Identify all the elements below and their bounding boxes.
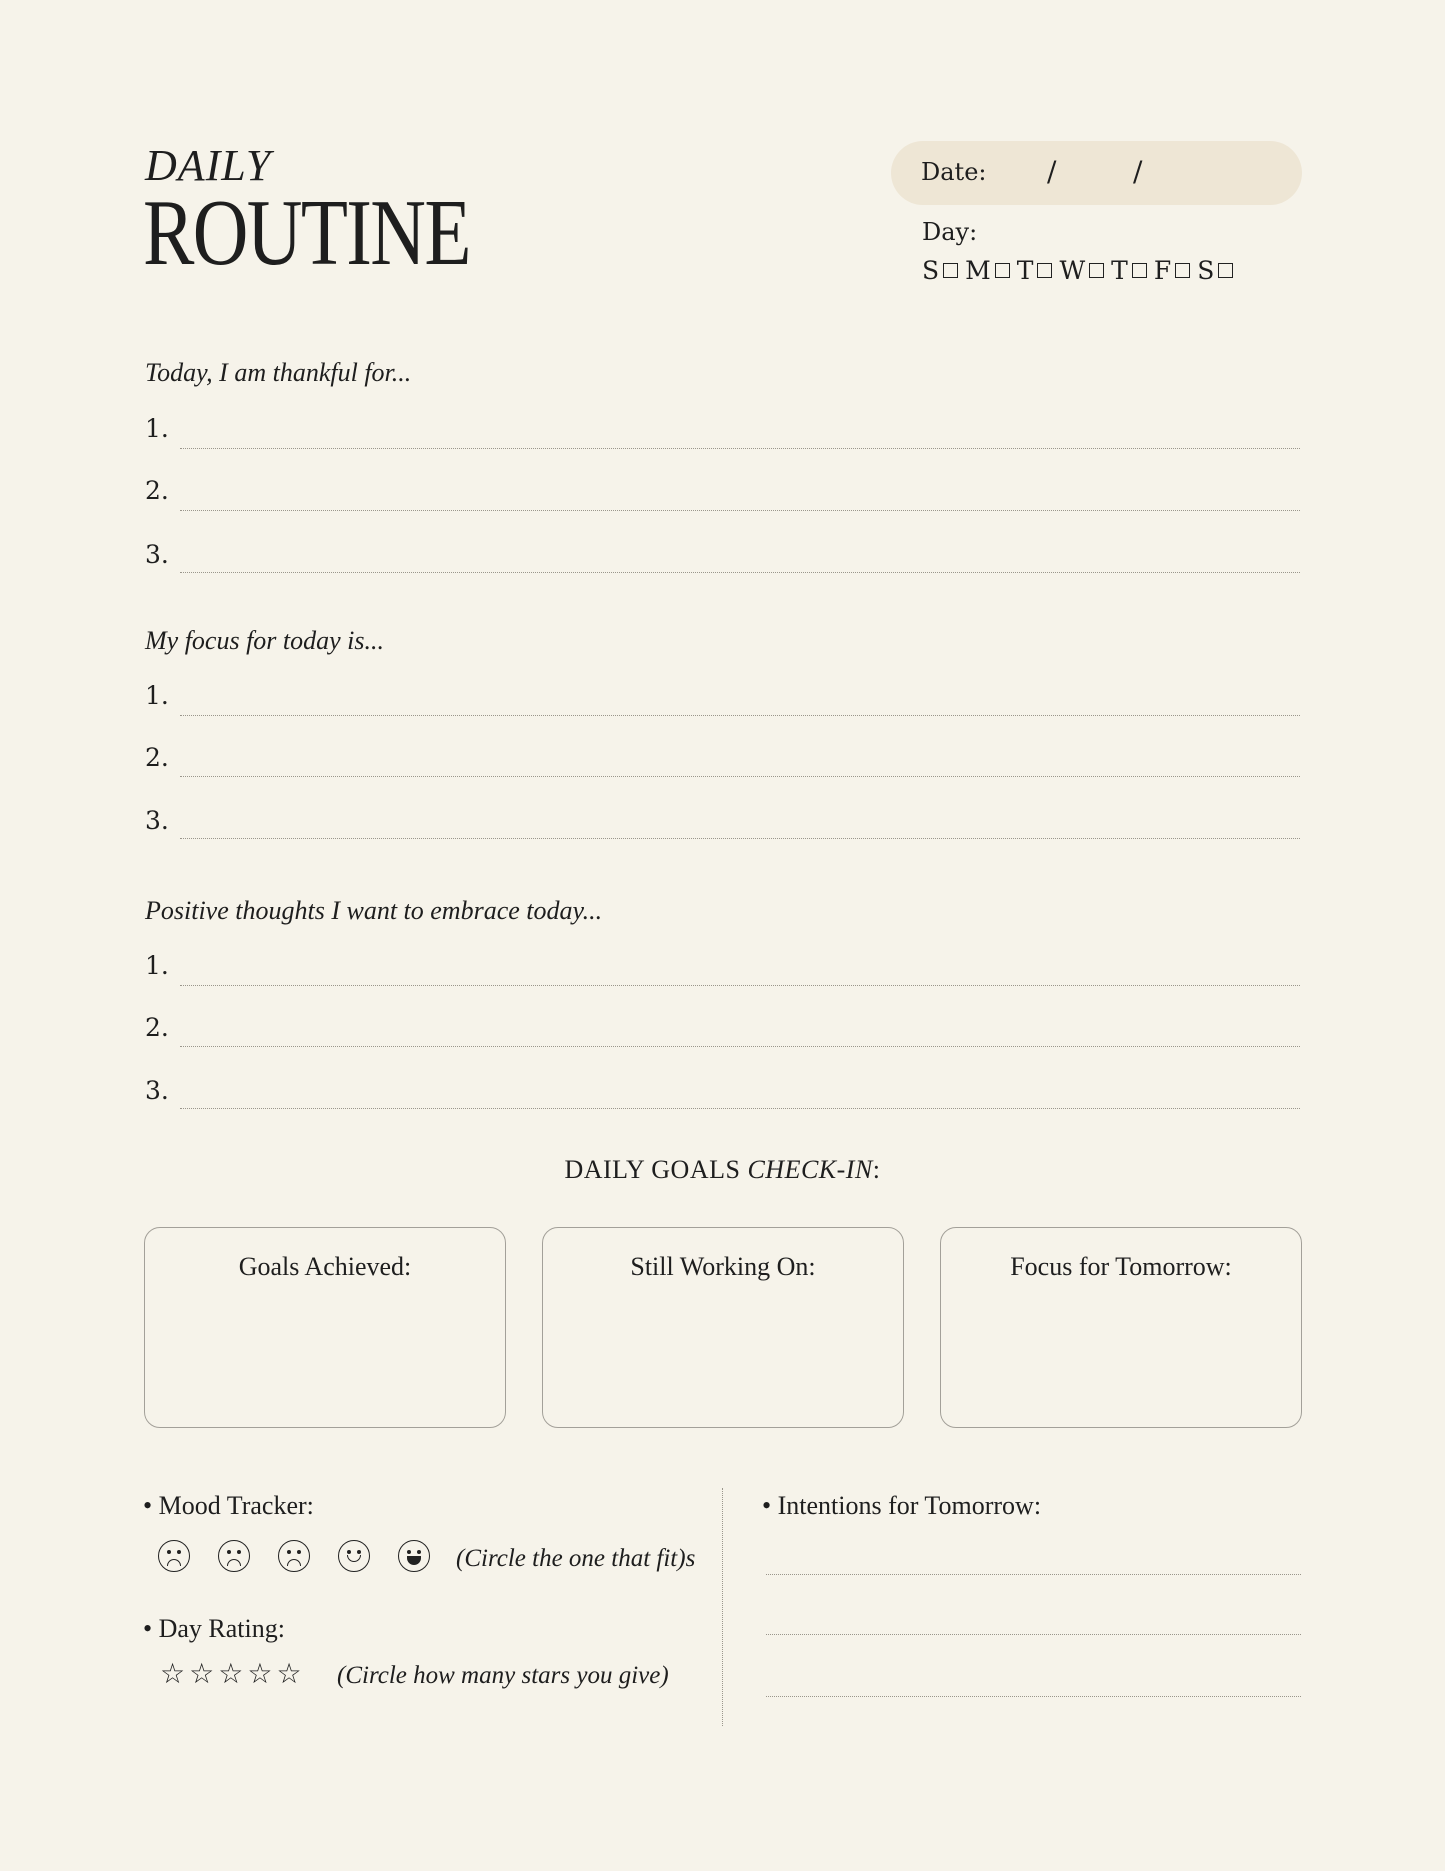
list-number: 3.	[145, 1076, 169, 1105]
laughing-face-icon[interactable]	[398, 1540, 430, 1572]
star-icon[interactable]: ☆	[189, 1657, 215, 1690]
sad-face-icon[interactable]	[218, 1540, 250, 1572]
goals-checkin-title	[0, 1155, 1445, 1185]
day-checkbox[interactable]	[1175, 263, 1190, 278]
writing-line[interactable]	[180, 985, 1300, 986]
list-number: 1.	[145, 414, 169, 443]
day-checkbox[interactable]	[995, 263, 1010, 278]
title-routine: ROUTINE	[143, 181, 470, 285]
day-checkbox[interactable]	[1218, 263, 1233, 278]
goals-title-plain: DAILY GOALS	[564, 1155, 748, 1184]
list-number: 2.	[145, 476, 169, 505]
rating-note: (Circle how many stars you give)	[337, 1662, 669, 1689]
date-field[interactable]	[891, 141, 1302, 205]
title-daily: DAILY	[145, 141, 272, 190]
vertical-divider	[722, 1488, 723, 1726]
day-checkbox[interactable]	[1089, 263, 1104, 278]
list-number: 2.	[145, 1013, 169, 1042]
date-separator: /	[1133, 155, 1143, 188]
writing-line[interactable]	[180, 715, 1300, 716]
day-letter: W	[1059, 256, 1086, 285]
focus-heading: My focus for today is...	[145, 626, 385, 655]
box-title: Goals Achieved:	[238, 1252, 412, 1281]
day-checkbox[interactable]	[943, 263, 958, 278]
intention-line[interactable]	[766, 1574, 1301, 1575]
writing-line[interactable]	[180, 776, 1300, 777]
list-number: 1.	[145, 951, 169, 980]
day-checkbox[interactable]	[1037, 263, 1052, 278]
intention-line[interactable]	[766, 1696, 1301, 1697]
day-rating-label: • Day Rating:	[143, 1614, 285, 1643]
day-label: Day:	[922, 218, 978, 246]
list-number: 2.	[145, 743, 169, 772]
day-letter: F	[1153, 256, 1172, 285]
star-icon[interactable]: ☆	[218, 1657, 244, 1690]
day-letter: T	[1016, 256, 1034, 285]
list-number: 1.	[145, 681, 169, 710]
writing-line[interactable]	[180, 1046, 1300, 1047]
writing-line[interactable]	[180, 838, 1300, 839]
intention-line[interactable]	[766, 1634, 1301, 1635]
date-separator: /	[1047, 155, 1057, 188]
positive-thoughts-heading: Positive thoughts I want to embrace today...	[145, 896, 603, 925]
star-icon[interactable]: ☆	[247, 1657, 273, 1690]
writing-line[interactable]	[180, 572, 1300, 573]
mood-note: (Circle the one that fit)s	[456, 1545, 696, 1572]
goals-title-end: :	[872, 1155, 881, 1184]
date-label: Date:	[921, 158, 987, 186]
mood-faces	[158, 1540, 458, 1572]
day-letter: M	[965, 256, 991, 285]
focus-for-tomorrow-box[interactable]	[940, 1227, 1302, 1428]
mood-tracker-label: • Mood Tracker:	[143, 1491, 314, 1520]
still-working-on-box[interactable]	[542, 1227, 904, 1428]
neutral-face-icon[interactable]	[278, 1540, 310, 1572]
day-letter: S	[1197, 256, 1215, 285]
intentions-label: • Intentions for Tomorrow:	[762, 1491, 1042, 1520]
goals-achieved-box[interactable]	[144, 1227, 506, 1428]
star-icon[interactable]: ☆	[160, 1657, 186, 1690]
thankful-heading: Today, I am thankful for...	[145, 358, 412, 387]
writing-line[interactable]	[180, 448, 1300, 449]
smiling-face-icon[interactable]	[338, 1540, 370, 1572]
day-letter: T	[1111, 256, 1128, 285]
rating-stars	[160, 1657, 306, 1690]
list-number: 3.	[145, 806, 169, 835]
day-checkboxes	[922, 256, 1240, 285]
day-letter: S	[922, 256, 940, 285]
box-title: Focus for Tomorrow:	[1010, 1252, 1232, 1281]
very-sad-face-icon[interactable]	[158, 1540, 190, 1572]
list-number: 3.	[145, 540, 169, 569]
writing-line[interactable]	[180, 1108, 1300, 1109]
writing-line[interactable]	[180, 510, 1300, 511]
star-icon[interactable]: ☆	[276, 1657, 302, 1690]
box-title: Still Working On:	[630, 1252, 816, 1281]
goals-title-italic: CHECK-IN	[747, 1155, 873, 1184]
day-checkbox[interactable]	[1132, 263, 1147, 278]
